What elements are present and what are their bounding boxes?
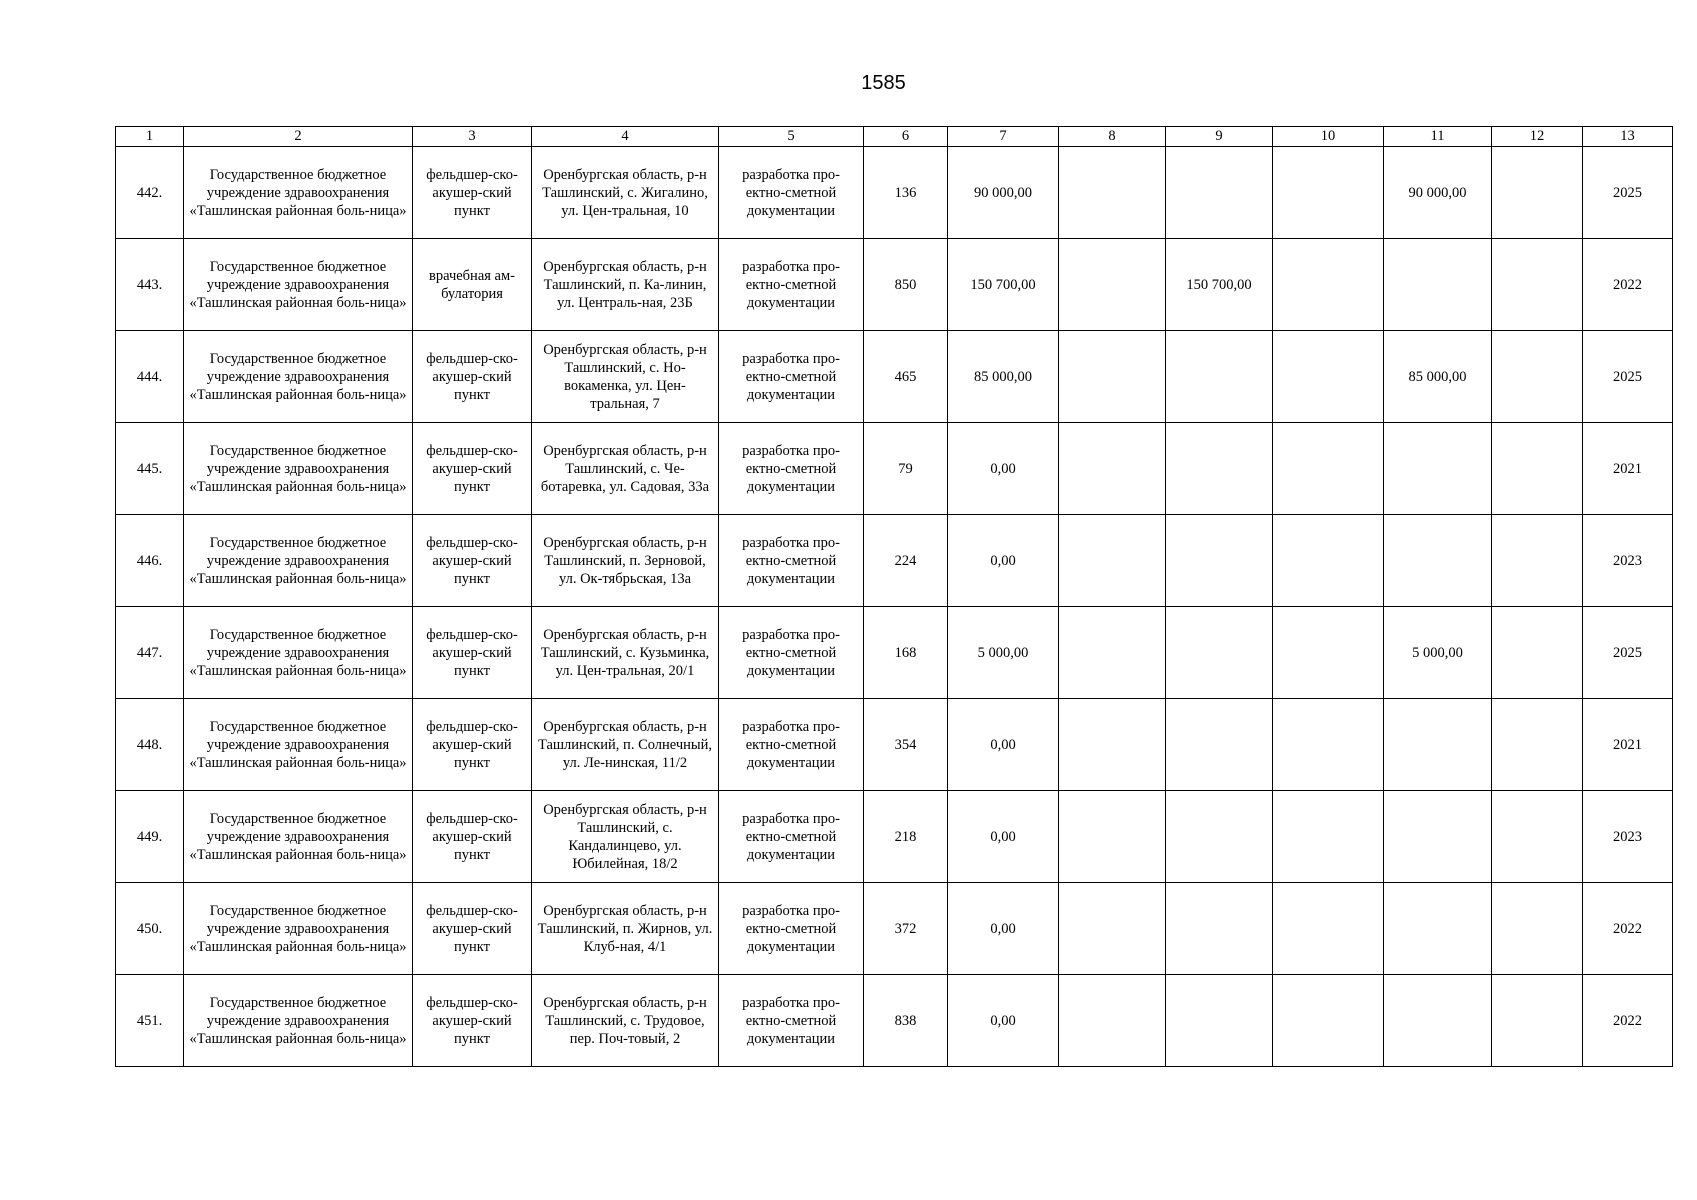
column-7-cell: 0,00 (948, 883, 1059, 975)
column-11-cell (1384, 699, 1492, 791)
column-8-cell (1059, 331, 1166, 423)
column-8-cell (1059, 515, 1166, 607)
organization-cell: Государственное бюджетное учреждение здравоохранения «Ташлинская районная боль-ница» (184, 331, 413, 423)
year-cell: 2021 (1583, 423, 1673, 515)
facility-type-cell: фельдшер-ско-акушер-ский пункт (413, 331, 532, 423)
column-11-cell: 85 000,00 (1384, 331, 1492, 423)
column-12-cell (1492, 515, 1583, 607)
column-8-cell (1059, 975, 1166, 1067)
column-7-cell: 150 700,00 (948, 239, 1059, 331)
year-cell: 2023 (1583, 791, 1673, 883)
column-12-cell (1492, 239, 1583, 331)
table-body (116, 147, 1673, 1067)
row-number: 447. (116, 607, 184, 699)
row-number: 446. (116, 515, 184, 607)
column-10-cell (1273, 331, 1384, 423)
column-11-cell (1384, 975, 1492, 1067)
organization-cell: Государственное бюджетное учреждение здравоохранения «Ташлинская районная боль-ница» (184, 515, 413, 607)
column-7-cell: 0,00 (948, 975, 1059, 1067)
address-cell: Оренбургская область, р-н Ташлинский, п. Зерновой, ул. Ок-тябрьская, 13а (532, 515, 719, 607)
year-cell: 2022 (1583, 883, 1673, 975)
column-header: 9 (1166, 127, 1273, 147)
facility-type-cell: фельдшер-ско-акушер-ский пункт (413, 607, 532, 699)
facility-type-cell: фельдшер-ско-акушер-ский пункт (413, 515, 532, 607)
column-8-cell (1059, 791, 1166, 883)
work-type-cell: разработка про-ектно-сметной документации (719, 423, 864, 515)
column-header: 8 (1059, 127, 1166, 147)
address-cell: Оренбургская область, р-н Ташлинский, с. Кандалинцево, ул. Юбилейная, 18/2 (532, 791, 719, 883)
column-7-cell: 90 000,00 (948, 147, 1059, 239)
year-cell: 2025 (1583, 607, 1673, 699)
facility-type-cell: фельдшер-ско-акушер-ский пункт (413, 423, 532, 515)
work-type-cell: разработка про-ектно-сметной документации (719, 239, 864, 331)
column-10-cell (1273, 791, 1384, 883)
column-header: 13 (1583, 127, 1673, 147)
year-cell: 2025 (1583, 147, 1673, 239)
organization-cell: Государственное бюджетное учреждение здравоохранения «Ташлинская районная боль-ница» (184, 975, 413, 1067)
column-7-cell: 0,00 (948, 515, 1059, 607)
organization-cell: Государственное бюджетное учреждение здравоохранения «Ташлинская районная боль-ница» (184, 423, 413, 515)
column-12-cell (1492, 331, 1583, 423)
column-8-cell (1059, 239, 1166, 331)
address-cell: Оренбургская область, р-н Ташлинский, с. Трудовое, пер. Поч-товый, 2 (532, 975, 719, 1067)
facility-type-cell: врачебная ам-булатория (413, 239, 532, 331)
organization-cell: Государственное бюджетное учреждение здравоохранения «Ташлинская районная боль-ница» (184, 607, 413, 699)
column-9-cell (1166, 331, 1273, 423)
column-8-cell (1059, 699, 1166, 791)
column-10-cell (1273, 239, 1384, 331)
row-number: 442. (116, 147, 184, 239)
column-9-cell (1166, 699, 1273, 791)
column-header: 11 (1384, 127, 1492, 147)
column-header: 10 (1273, 127, 1384, 147)
row-number: 443. (116, 239, 184, 331)
column-6-cell: 168 (864, 607, 948, 699)
organization-cell: Государственное бюджетное учреждение здравоохранения «Ташлинская районная боль-ница» (184, 147, 413, 239)
column-7-cell: 0,00 (948, 699, 1059, 791)
year-cell: 2021 (1583, 699, 1673, 791)
table-row (116, 975, 1673, 1067)
column-7-cell: 0,00 (948, 423, 1059, 515)
work-type-cell: разработка про-ектно-сметной документации (719, 883, 864, 975)
column-header: 2 (184, 127, 413, 147)
column-9-cell (1166, 975, 1273, 1067)
column-11-cell: 90 000,00 (1384, 147, 1492, 239)
column-12-cell (1492, 423, 1583, 515)
year-cell: 2025 (1583, 331, 1673, 423)
column-12-cell (1492, 883, 1583, 975)
table-row (116, 239, 1673, 331)
column-7-cell: 0,00 (948, 791, 1059, 883)
table-row (116, 791, 1673, 883)
column-6-cell: 354 (864, 699, 948, 791)
organization-cell: Государственное бюджетное учреждение здравоохранения «Ташлинская районная боль-ница» (184, 239, 413, 331)
table-row (116, 147, 1673, 239)
column-11-cell (1384, 791, 1492, 883)
organization-cell: Государственное бюджетное учреждение здравоохранения «Ташлинская районная боль-ница» (184, 883, 413, 975)
column-8-cell (1059, 883, 1166, 975)
column-header: 4 (532, 127, 719, 147)
column-header: 5 (719, 127, 864, 147)
facility-type-cell: фельдшер-ско-акушер-ский пункт (413, 883, 532, 975)
column-6-cell: 79 (864, 423, 948, 515)
column-6-cell: 838 (864, 975, 948, 1067)
row-number: 445. (116, 423, 184, 515)
work-type-cell: разработка про-ектно-сметной документации (719, 515, 864, 607)
column-12-cell (1492, 147, 1583, 239)
work-type-cell: разработка про-ектно-сметной документации (719, 607, 864, 699)
address-cell: Оренбургская область, р-н Ташлинский, с. Кузьминка, ул. Цен-тральная, 20/1 (532, 607, 719, 699)
column-6-cell: 136 (864, 147, 948, 239)
column-7-cell: 85 000,00 (948, 331, 1059, 423)
address-cell: Оренбургская область, р-н Ташлинский, с. Че-ботаревка, ул. Садовая, 33а (532, 423, 719, 515)
facility-type-cell: фельдшер-ско-акушер-ский пункт (413, 699, 532, 791)
column-11-cell (1384, 239, 1492, 331)
column-11-cell: 5 000,00 (1384, 607, 1492, 699)
facility-type-cell: фельдшер-ско-акушер-ский пункт (413, 975, 532, 1067)
address-cell: Оренбургская область, р-н Ташлинский, п. Солнечный, ул. Ле-нинская, 11/2 (532, 699, 719, 791)
column-12-cell (1492, 699, 1583, 791)
row-number: 444. (116, 331, 184, 423)
address-cell: Оренбургская область, р-н Ташлинский, п. Ка-линин, ул. Централь-ная, 23Б (532, 239, 719, 331)
facility-type-cell: фельдшер-ско-акушер-ский пункт (413, 791, 532, 883)
table-row (116, 331, 1673, 423)
registry-table (115, 126, 1673, 1067)
column-11-cell (1384, 883, 1492, 975)
work-type-cell: разработка про-ектно-сметной документации (719, 699, 864, 791)
column-10-cell (1273, 515, 1384, 607)
table-row (116, 883, 1673, 975)
table-row (116, 515, 1673, 607)
organization-cell: Государственное бюджетное учреждение здравоохранения «Ташлинская районная боль-ница» (184, 699, 413, 791)
work-type-cell: разработка про-ектно-сметной документации (719, 791, 864, 883)
column-10-cell (1273, 883, 1384, 975)
column-9-cell (1166, 791, 1273, 883)
table-row (116, 699, 1673, 791)
organization-cell: Государственное бюджетное учреждение здравоохранения «Ташлинская районная боль-ница» (184, 791, 413, 883)
column-header: 6 (864, 127, 948, 147)
row-number: 451. (116, 975, 184, 1067)
work-type-cell: разработка про-ектно-сметной документации (719, 331, 864, 423)
column-8-cell (1059, 607, 1166, 699)
column-11-cell (1384, 515, 1492, 607)
column-11-cell (1384, 423, 1492, 515)
header-row (116, 127, 1673, 147)
column-6-cell: 218 (864, 791, 948, 883)
work-type-cell: разработка про-ектно-сметной документации (719, 147, 864, 239)
column-8-cell (1059, 147, 1166, 239)
column-9-cell (1166, 883, 1273, 975)
address-cell: Оренбургская область, р-н Ташлинский, с. Но-вокаменка, ул. Цен-тральная, 7 (532, 331, 719, 423)
column-10-cell (1273, 699, 1384, 791)
row-number: 448. (116, 699, 184, 791)
column-12-cell (1492, 975, 1583, 1067)
column-header: 1 (116, 127, 184, 147)
column-6-cell: 224 (864, 515, 948, 607)
row-number: 450. (116, 883, 184, 975)
column-10-cell (1273, 147, 1384, 239)
year-cell: 2022 (1583, 239, 1673, 331)
column-9-cell (1166, 515, 1273, 607)
column-6-cell: 465 (864, 331, 948, 423)
address-cell: Оренбургская область, р-н Ташлинский, п. Жирнов, ул. Клуб-ная, 4/1 (532, 883, 719, 975)
column-9-cell: 150 700,00 (1166, 239, 1273, 331)
column-10-cell (1273, 607, 1384, 699)
column-6-cell: 850 (864, 239, 948, 331)
address-cell: Оренбургская область, р-н Ташлинский, с. Жигалино, ул. Цен-тральная, 10 (532, 147, 719, 239)
column-8-cell (1059, 423, 1166, 515)
row-number: 449. (116, 791, 184, 883)
column-12-cell (1492, 607, 1583, 699)
table-row (116, 607, 1673, 699)
column-9-cell (1166, 607, 1273, 699)
column-12-cell (1492, 791, 1583, 883)
column-10-cell (1273, 423, 1384, 515)
column-7-cell: 5 000,00 (948, 607, 1059, 699)
year-cell: 2023 (1583, 515, 1673, 607)
facility-type-cell: фельдшер-ско-акушер-ский пункт (413, 147, 532, 239)
column-9-cell (1166, 147, 1273, 239)
work-type-cell: разработка про-ектно-сметной документации (719, 975, 864, 1067)
column-header: 3 (413, 127, 532, 147)
column-9-cell (1166, 423, 1273, 515)
year-cell: 2022 (1583, 975, 1673, 1067)
column-header: 12 (1492, 127, 1583, 147)
page-number: 1585 (861, 72, 906, 94)
column-10-cell (1273, 975, 1384, 1067)
table-row (116, 423, 1673, 515)
column-6-cell: 372 (864, 883, 948, 975)
column-header: 7 (948, 127, 1059, 147)
